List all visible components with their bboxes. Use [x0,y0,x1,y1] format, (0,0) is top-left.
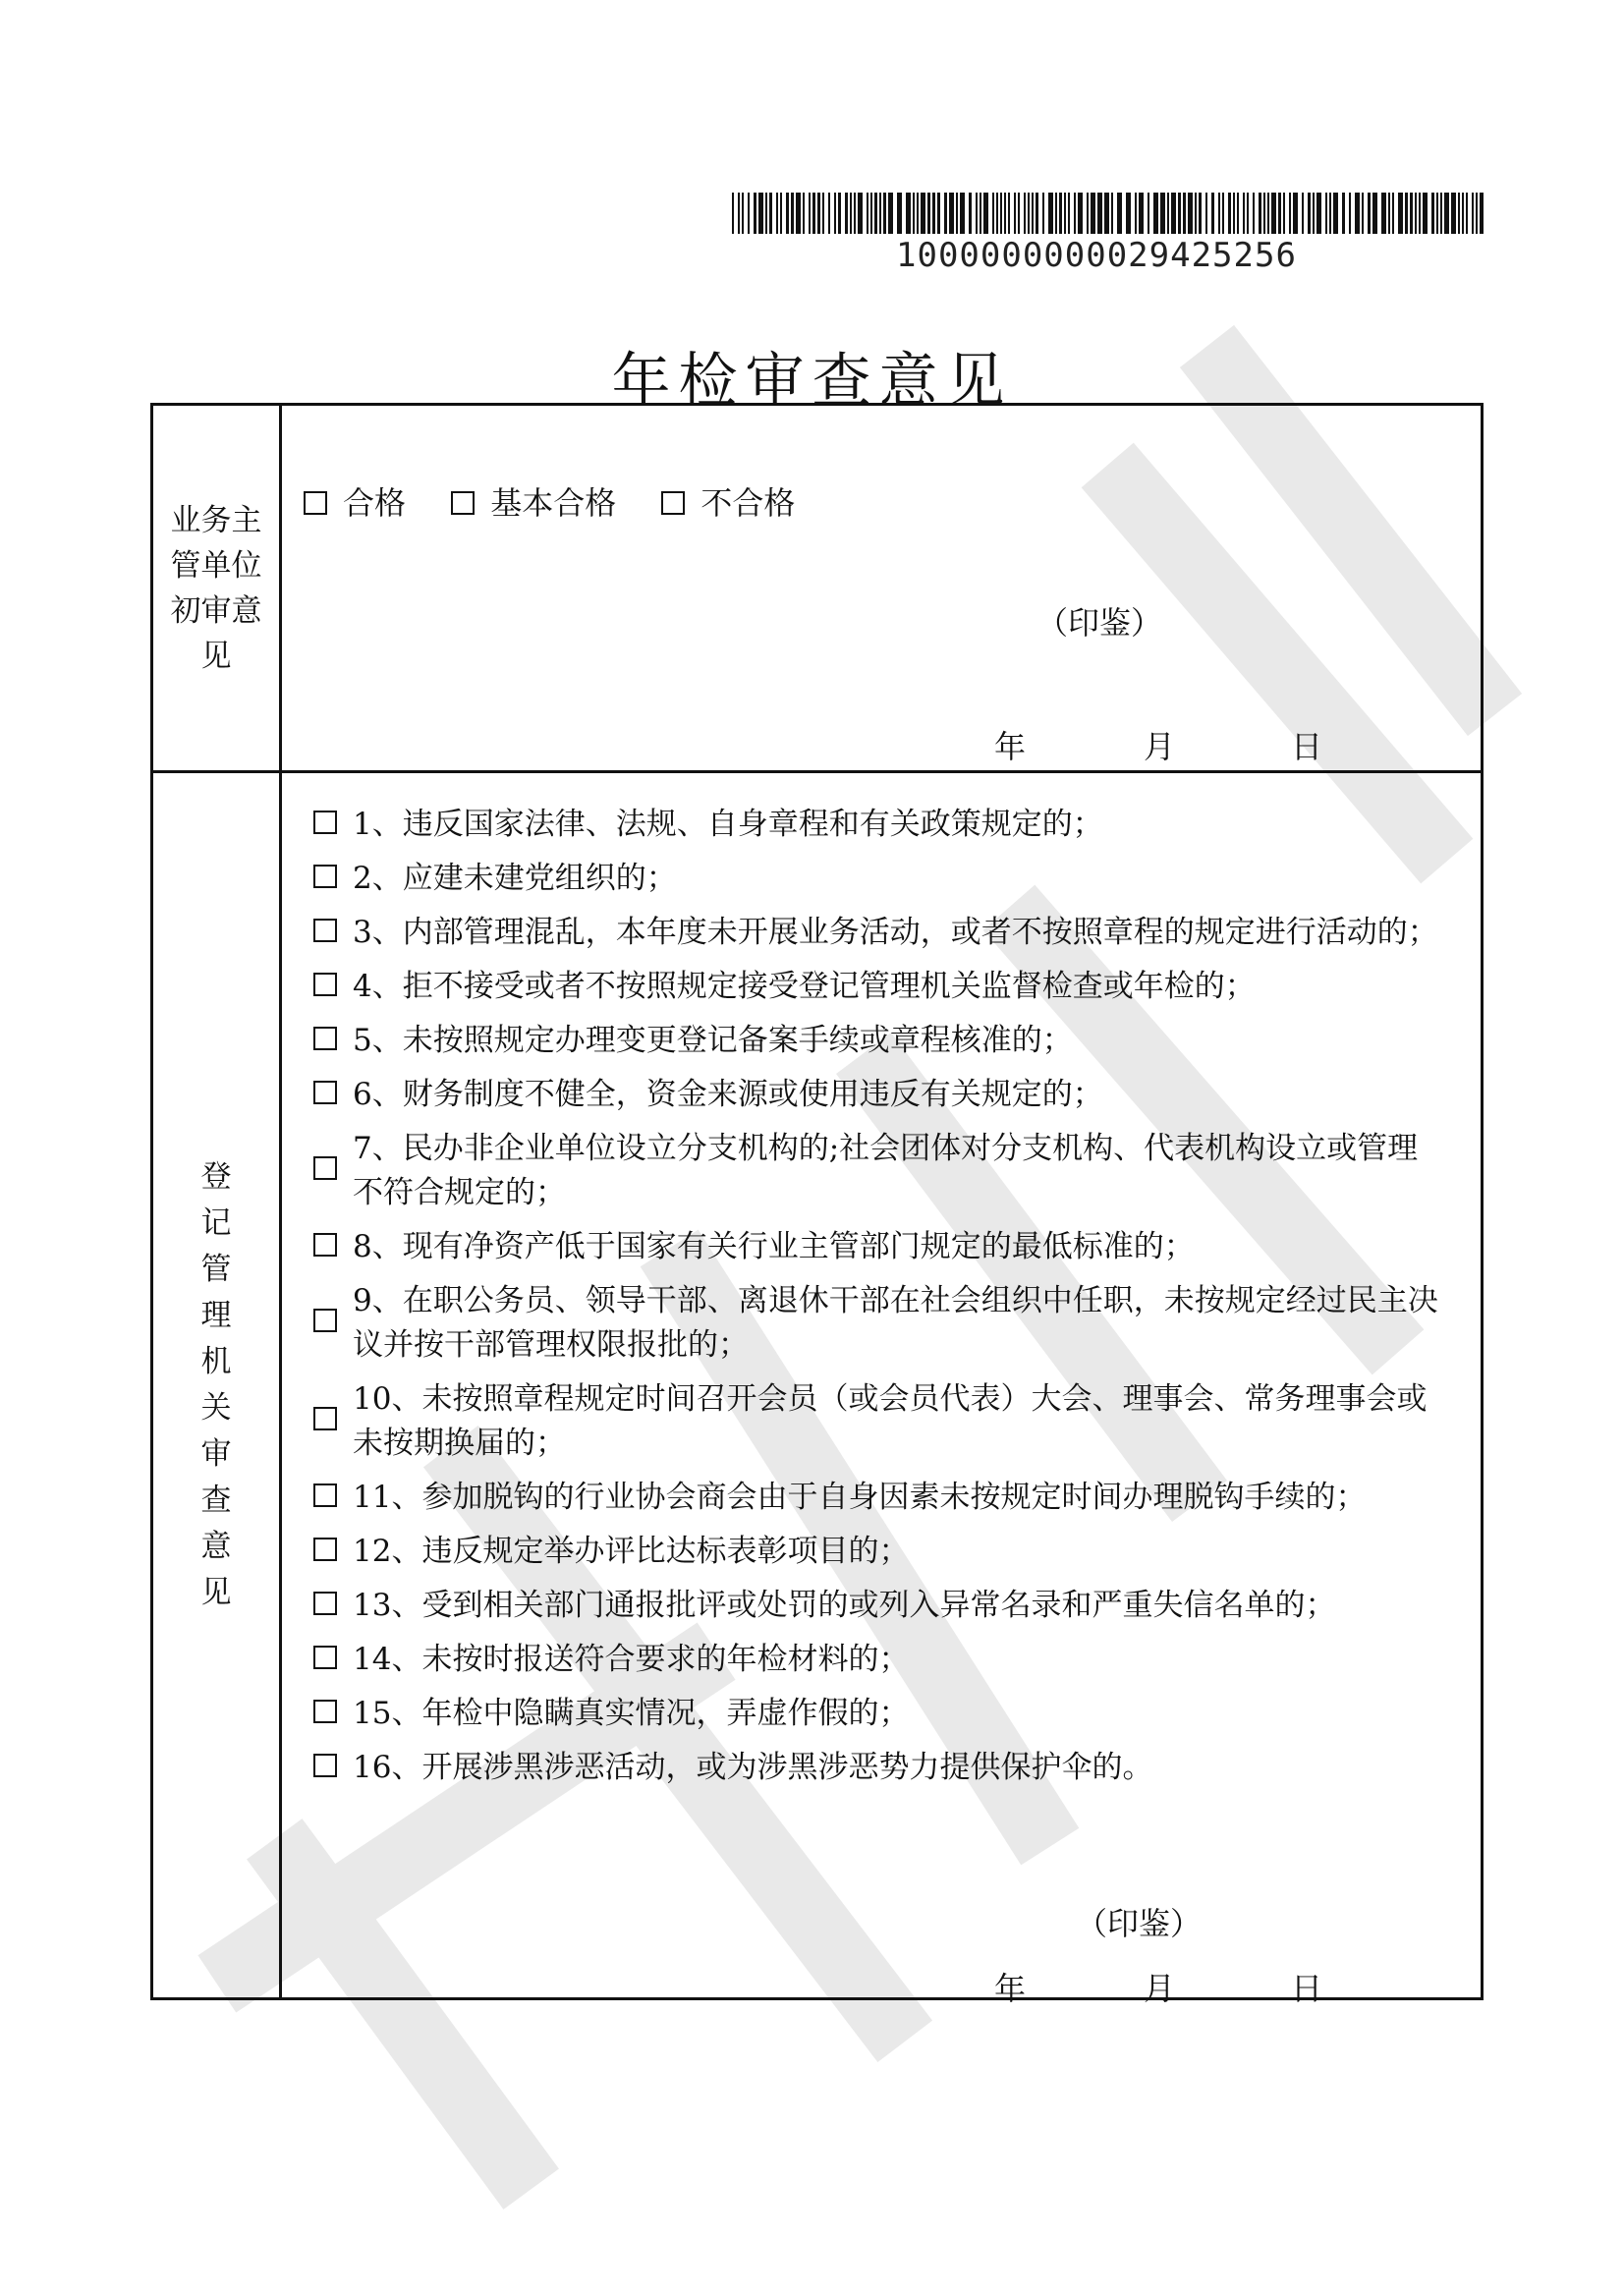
checkbox-item-2[interactable] [313,865,337,888]
checkbox-item-8[interactable] [313,1233,337,1257]
checkbox-basic-pass[interactable] [451,491,475,515]
review-form-table [150,403,1484,2007]
checkbox-item-5[interactable] [313,1027,337,1050]
section1-content [281,405,1483,772]
section2-date-day: 日 [1291,1970,1323,2007]
review-item-6[interactable]: 6、财务制度不健全，资金来源或使用违反有关规定的； [313,1073,1443,1117]
option-row [304,478,830,524]
checkbox-item-13[interactable] [313,1592,337,1615]
option-pass[interactable]: 合格 [304,484,406,522]
section1-label-cell [152,405,281,772]
review-item-11[interactable]: 11、参加脱钩的行业协会商会由于自身因素未按规定时间办理脱钩手续的； [313,1476,1443,1520]
section1-date-month: 月 [1144,728,1176,765]
review-item-12[interactable]: 12、违反规定举办评比达标表彰项目的； [313,1530,1443,1574]
checkbox-item-4[interactable] [313,973,337,996]
review-item-16[interactable]: 16、开展涉黑涉恶活动，或为涉黑涉恶势力提供保护伞的。 [313,1746,1443,1790]
section1-date-day: 日 [1291,728,1323,765]
section2-seal: （印鉴） [1076,1905,1203,1942]
section2-label-cell [152,772,281,1999]
review-item-15[interactable]: 15、年检中隐瞒真实情况，弄虚作假的； [313,1692,1443,1736]
page-title: 年检审查意见 [611,347,1013,417]
checkbox-item-7[interactable] [313,1156,337,1180]
section1-seal: （印鉴） [1036,604,1163,642]
checkbox-item-14[interactable] [313,1646,337,1669]
section2-label: 登 记 管 理 机 关 审 查 意 见 [200,1159,232,1610]
review-item-3[interactable]: 3、内部管理混乱，本年度未开展业务活动，或者不按照章程的规定进行活动的； [313,911,1443,955]
checkbox-item-6[interactable] [313,1081,337,1104]
review-items-list [313,803,1443,1800]
checkbox-item-16[interactable] [313,1754,337,1777]
review-item-14[interactable]: 14、未按时报送符合要求的年检材料的； [313,1638,1443,1682]
section2-date-month: 月 [1144,1970,1176,2007]
review-item-1[interactable]: 1、违反国家法律、法规、自身章程和有关政策规定的； [313,803,1443,847]
review-item-5[interactable]: 5、未按照规定办理变更登记备案手续或章程核准的； [313,1019,1443,1063]
review-item-13[interactable]: 13、受到相关部门通报批评或处罚的或列入异常名录和严重失信名单的； [313,1584,1443,1628]
checkbox-item-3[interactable] [313,919,337,942]
section1-label: 业务主管单位初审意见 [170,502,262,674]
checkbox-item-10[interactable] [313,1407,337,1430]
checkbox-fail[interactable] [661,491,685,515]
checkbox-item-1[interactable] [313,811,337,834]
barcode [732,193,1484,234]
section1-date-year: 年 [994,728,1027,765]
section2-content [281,772,1483,2007]
checkbox-item-9[interactable] [313,1309,337,1332]
review-item-7[interactable]: 7、民办非企业单位设立分支机构的;社会团体对分支机构、代表机构设立或管理不符合规定的； [313,1127,1443,1215]
checkbox-item-11[interactable] [313,1483,337,1507]
barcode-number: 1000000000029425256 [896,236,1297,275]
checkbox-item-12[interactable] [313,1538,337,1561]
review-item-9[interactable]: 9、在职公务员、领导干部、离退休干部在社会组织中任职，未按规定经过民主决议并按干部管理权限报批的； [313,1279,1443,1368]
review-item-4[interactable]: 4、拒不接受或者不按照规定接受登记管理机关监督检查或年检的； [313,965,1443,1009]
checkbox-item-15[interactable] [313,1700,337,1723]
review-item-2[interactable]: 2、应建未建党组织的； [313,857,1443,901]
option-basic-pass[interactable]: 基本合格 [451,484,616,522]
checkbox-pass[interactable] [304,491,327,515]
option-fail[interactable]: 不合格 [661,484,795,522]
section2-date-year: 年 [994,1970,1027,2007]
review-item-10[interactable]: 10、未按照章程规定时间召开会员（或会员代表）大会、理事会、常务理事会或未按期换届的； [313,1377,1443,1466]
review-item-8[interactable]: 8、现有净资产低于国家有关行业主管部门规定的最低标准的； [313,1225,1443,1269]
